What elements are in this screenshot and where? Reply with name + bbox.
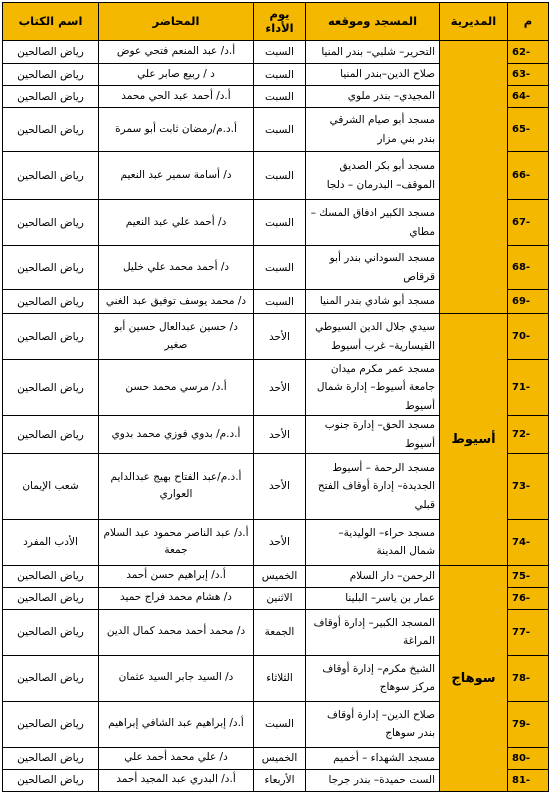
day-cell: الاثنين [254, 587, 306, 609]
book-cell: رياض الصالحين [3, 609, 99, 655]
row-number: 66- [508, 152, 549, 200]
header-row [3, 3, 549, 41]
row-number: 72- [508, 416, 549, 454]
header-day: يوم الأداء [254, 3, 306, 41]
row-number: 67- [508, 200, 549, 246]
book-cell: رياض الصالحين [3, 587, 99, 609]
row-number: 70- [508, 314, 549, 360]
mosque-cell: مسجد أبو شادي بندر المنيا [306, 290, 440, 314]
book-cell: رياض الصالحين [3, 41, 99, 64]
row-number: 77- [508, 609, 549, 655]
book-cell: شعب الإيمان [3, 453, 99, 519]
mosque-cell: مسجد الرحمة – أسيوط الجديدة– إدارة أوقاف الفتح قبلي [306, 453, 440, 519]
governorate-cell: سوهاج [440, 565, 508, 791]
lecturer-cell: د/ حسين عبدالعال حسين أبو صغير [99, 314, 254, 360]
header-lecturer: المحاضر [99, 3, 254, 41]
row-number: 80- [508, 747, 549, 769]
book-cell: رياض الصالحين [3, 655, 99, 701]
lecturer-cell: أ.د/ البدري عبد المجيد أحمد [99, 769, 254, 791]
book-cell: رياض الصالحين [3, 565, 99, 587]
governorate-cell: أسيوط [440, 314, 508, 566]
lecturer-cell: أ.د/ مرسي محمد حسن [99, 360, 254, 416]
lecturer-cell: د/ أسامة سمير عبد النعيم [99, 152, 254, 200]
book-cell: رياض الصالحين [3, 64, 99, 86]
row-number: 75- [508, 565, 549, 587]
book-cell: رياض الصالحين [3, 200, 99, 246]
row-number: 65- [508, 108, 549, 152]
book-cell: رياض الصالحين [3, 701, 99, 747]
book-cell: رياض الصالحين [3, 314, 99, 360]
row-number: 63- [508, 64, 549, 86]
day-cell: السبت [254, 152, 306, 200]
lecturer-cell: د/ السيد جابر السيد عثمان [99, 655, 254, 701]
row-number: 81- [508, 769, 549, 791]
table-row [3, 565, 549, 587]
day-cell: الأحد [254, 416, 306, 454]
header-book: اسم الكتاب [3, 3, 99, 41]
day-cell: الأربعاء [254, 769, 306, 791]
mosque-cell: صلاح الدين–بندر المنيا [306, 64, 440, 86]
mosque-cell: التحرير– شلبي– بندر المنيا [306, 41, 440, 64]
mosque-cell: المجيدي– بندر ملوي [306, 86, 440, 108]
lecturer-cell: د/ محمد يوسف توفيق عبد الغني [99, 290, 254, 314]
row-number: 74- [508, 519, 549, 565]
mosque-cell: عمار بن ياسر– البلينا [306, 587, 440, 609]
mosque-cell: مسجد عمر مكرم ميدان جامعة أسيوط– إدارة شمال أسيوط [306, 360, 440, 416]
mosque-cell: الرحمن– دار السلام [306, 565, 440, 587]
mosque-cell: الست حميدة– بندر جرجا [306, 769, 440, 791]
mosque-cell: صلاح الدين– إدارة أوقاف بندر سوهاج [306, 701, 440, 747]
lecturer-cell: أ.د.م/رمضان ثابت أبو سمرة [99, 108, 254, 152]
row-number: 78- [508, 655, 549, 701]
row-number: 73- [508, 453, 549, 519]
lecturer-cell: د/ علي محمد أحمد علي [99, 747, 254, 769]
day-cell: الخميس [254, 747, 306, 769]
lecture-schedule-table [2, 2, 549, 792]
lecturer-cell: أ.د/ إبراهيم حسن أحمد [99, 565, 254, 587]
lecturer-cell: د/ أحمد محمد علي خليل [99, 246, 254, 290]
mosque-cell: مسجد أبو صيام الشرقي بندر بني مزار [306, 108, 440, 152]
book-cell: رياض الصالحين [3, 416, 99, 454]
row-number: 76- [508, 587, 549, 609]
row-number: 64- [508, 86, 549, 108]
day-cell: الجمعة [254, 609, 306, 655]
day-cell: السبت [254, 41, 306, 64]
governorate-cell [440, 41, 508, 314]
day-cell: السبت [254, 200, 306, 246]
day-cell: السبت [254, 246, 306, 290]
lecturer-cell: د/ أحمد علي عبد النعيم [99, 200, 254, 246]
book-cell: رياض الصالحين [3, 360, 99, 416]
book-cell: رياض الصالحين [3, 747, 99, 769]
day-cell: السبت [254, 701, 306, 747]
lecturer-cell: د / ربيع صابر علي [99, 64, 254, 86]
book-cell: رياض الصالحين [3, 290, 99, 314]
lecturer-cell: د/ هشام محمد فراج حميد [99, 587, 254, 609]
day-cell: الأحد [254, 360, 306, 416]
lecturer-cell: أ.د.م/عبد الفتاح بهيج عبدالدايم العواري [99, 453, 254, 519]
day-cell: الخميس [254, 565, 306, 587]
lecturer-cell: أ.د/ عبد المنعم فتحي عوض [99, 41, 254, 64]
row-number: 68- [508, 246, 549, 290]
table-row [3, 41, 549, 64]
day-cell: السبت [254, 64, 306, 86]
table-row [3, 314, 549, 360]
day-cell: الأحد [254, 519, 306, 565]
row-number: 62- [508, 41, 549, 64]
lecturer-cell: د/ محمد أحمد محمد كمال الدين [99, 609, 254, 655]
lecturer-cell: أ.د/ أحمد عبد الحي محمد [99, 86, 254, 108]
header-num: م [508, 3, 549, 41]
book-cell: الأدب المفرد [3, 519, 99, 565]
mosque-cell: مسجد السوداني بندر أبو قرقاص [306, 246, 440, 290]
row-number: 79- [508, 701, 549, 747]
book-cell: رياض الصالحين [3, 769, 99, 791]
mosque-cell: مسجد حراء– الوليدية– شمال المدينة [306, 519, 440, 565]
mosque-cell: المسجد الكبير– إدارة أوقاف المراغة [306, 609, 440, 655]
lecturer-cell: أ.د/ إبراهيم عبد الشافي إبراهيم [99, 701, 254, 747]
header-mosque: المسجد وموقعه [306, 3, 440, 41]
header-governorate: المديرية [440, 3, 508, 41]
mosque-cell: الشيخ مكرم– إدارة أوقاف مركز سوهاج [306, 655, 440, 701]
book-cell: رياض الصالحين [3, 152, 99, 200]
mosque-cell: مسجد الشهداء – أخميم [306, 747, 440, 769]
lecturer-cell: أ.د/ عبد الناصر محمود عبد السلام جمعة [99, 519, 254, 565]
day-cell: السبت [254, 86, 306, 108]
day-cell: الأحد [254, 314, 306, 360]
book-cell: رياض الصالحين [3, 86, 99, 108]
day-cell: الثلاثاء [254, 655, 306, 701]
day-cell: السبت [254, 290, 306, 314]
mosque-cell: سيدي جلال الدين السيوطي القيسارية– غرب أسيوط [306, 314, 440, 360]
row-number: 69- [508, 290, 549, 314]
day-cell: السبت [254, 108, 306, 152]
lecturer-cell: أ.د.م/ بدوي فوزي محمد بدوي [99, 416, 254, 454]
mosque-cell: مسجد أبو بكر الصديق الموقف– البدرمان – دلجا [306, 152, 440, 200]
mosque-cell: مسجد الحق– إدارة جنوب أسيوط [306, 416, 440, 454]
book-cell: رياض الصالحين [3, 108, 99, 152]
book-cell: رياض الصالحين [3, 246, 99, 290]
mosque-cell: مسجد الكبير ادفاق المسك – مطاي [306, 200, 440, 246]
day-cell: الأحد [254, 453, 306, 519]
row-number: 71- [508, 360, 549, 416]
